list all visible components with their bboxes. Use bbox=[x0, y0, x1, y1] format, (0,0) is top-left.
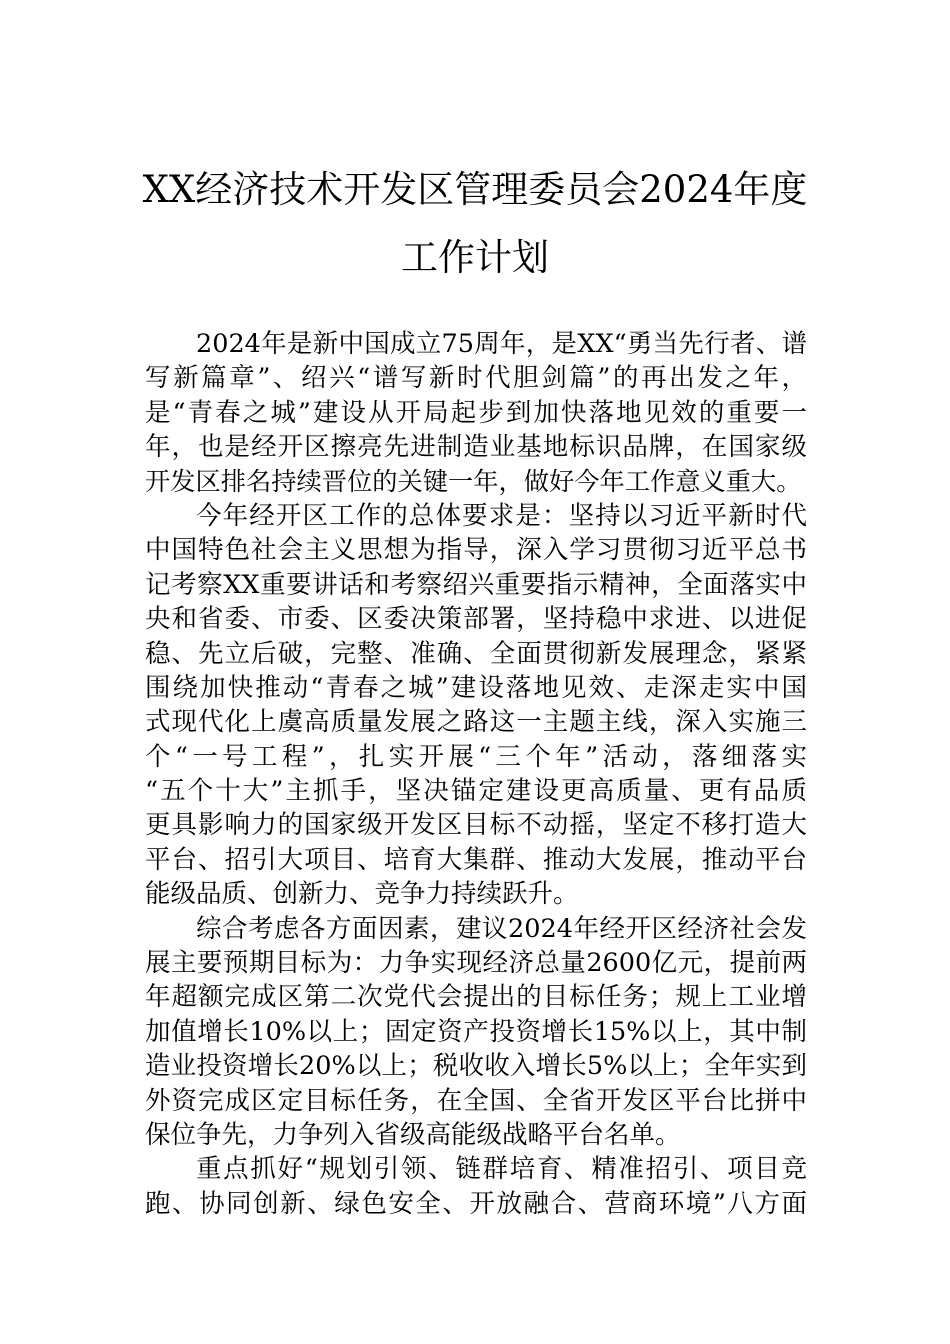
text-line: 是“青春之城”建设从开局起步到加快落地见效的重要一 bbox=[145, 397, 807, 428]
text-line: 开发区排名持续晋位的关键一年，做好今年工作意义重大。 bbox=[145, 466, 802, 496]
paragraph bbox=[145, 499, 807, 912]
text-line: 重点抓好“规划引领、链群培育、精准招引、项目竞 bbox=[196, 1154, 807, 1185]
text-line: 展主要预期目标为：力争实现经济总量2600亿元，提前两 bbox=[145, 948, 807, 979]
text-line: 跑、协同创新、绿色安全、开放融合、营商环境”八方面 bbox=[145, 1188, 807, 1219]
text-line: 式现代化上虞高质量发展之路这一主题主线，深入实施三 bbox=[145, 707, 807, 738]
paragraph bbox=[145, 1152, 807, 1221]
document-body bbox=[145, 327, 807, 1221]
text-line: 能级品质、创新力、竞争力持续跃升。 bbox=[145, 879, 579, 910]
text-line: 2024年是新中国成立75周年，是XX“勇当先行者、谱 bbox=[196, 329, 807, 359]
document-title-line-2: 工作计划 bbox=[401, 236, 549, 279]
text-line: 年超额完成区第二次党代会提出的目标任务；规上工业增 bbox=[145, 982, 807, 1013]
text-line: 围绕加快推动“青春之城”建设落地见效、走深走实中国 bbox=[145, 672, 807, 703]
text-line: “五个十大”主抓手，坚决锚定建设更高质量、更有品质 bbox=[145, 776, 807, 807]
text-line: 更具影响力的国家级开发区目标不动摇，坚定不移打造大 bbox=[145, 810, 807, 841]
paragraph bbox=[145, 912, 807, 1153]
text-line: 央和省委、市委、区委决策部署，坚持稳中求进、以进促 bbox=[145, 604, 807, 635]
paragraph bbox=[145, 327, 807, 499]
document-title-line-1: XX经济技术开发区管理委员会2024年度 bbox=[142, 168, 808, 211]
text-line: 加值增长10%以上；固定资产投资增长15%以上，其中制 bbox=[145, 1016, 807, 1047]
text-line: 造业投资增长20%以上；税收收入增长5%以上；全年实到 bbox=[145, 1051, 807, 1082]
text-line: 记考察XX重要讲话和考察绍兴重要指示精神，全面落实中 bbox=[145, 569, 807, 600]
text-line: 保位争先，力争列入省级高能级战略平台名单。 bbox=[145, 1119, 681, 1150]
text-line: 中国特色社会主义思想为指导，深入学习贯彻习近平总书 bbox=[145, 535, 807, 566]
text-line: 写新篇章”、绍兴“谱写新时代胆剑篇”的再出发之年， bbox=[145, 363, 807, 394]
text-line: 综合考虑各方面因素，建议2024年经开区经济社会发 bbox=[196, 913, 807, 944]
text-line: 稳、先立后破，完整、准确、全面贯彻新发展理念，紧紧 bbox=[145, 638, 807, 669]
text-line: 今年经开区工作的总体要求是：坚持以习近平新时代 bbox=[196, 500, 807, 531]
text-line: 个“一号工程”，扎实开展“三个年”活动，落细落实 bbox=[145, 741, 807, 772]
text-line: 年，也是经开区擦亮先进制造业基地标识品牌，在国家级 bbox=[145, 432, 807, 463]
text-line: 外资完成区定目标任务，在全国、全省开发区平台比拼中 bbox=[145, 1085, 807, 1116]
text-line: 平台、招引大项目、培育大集群、推动大发展，推动平台 bbox=[145, 844, 807, 875]
